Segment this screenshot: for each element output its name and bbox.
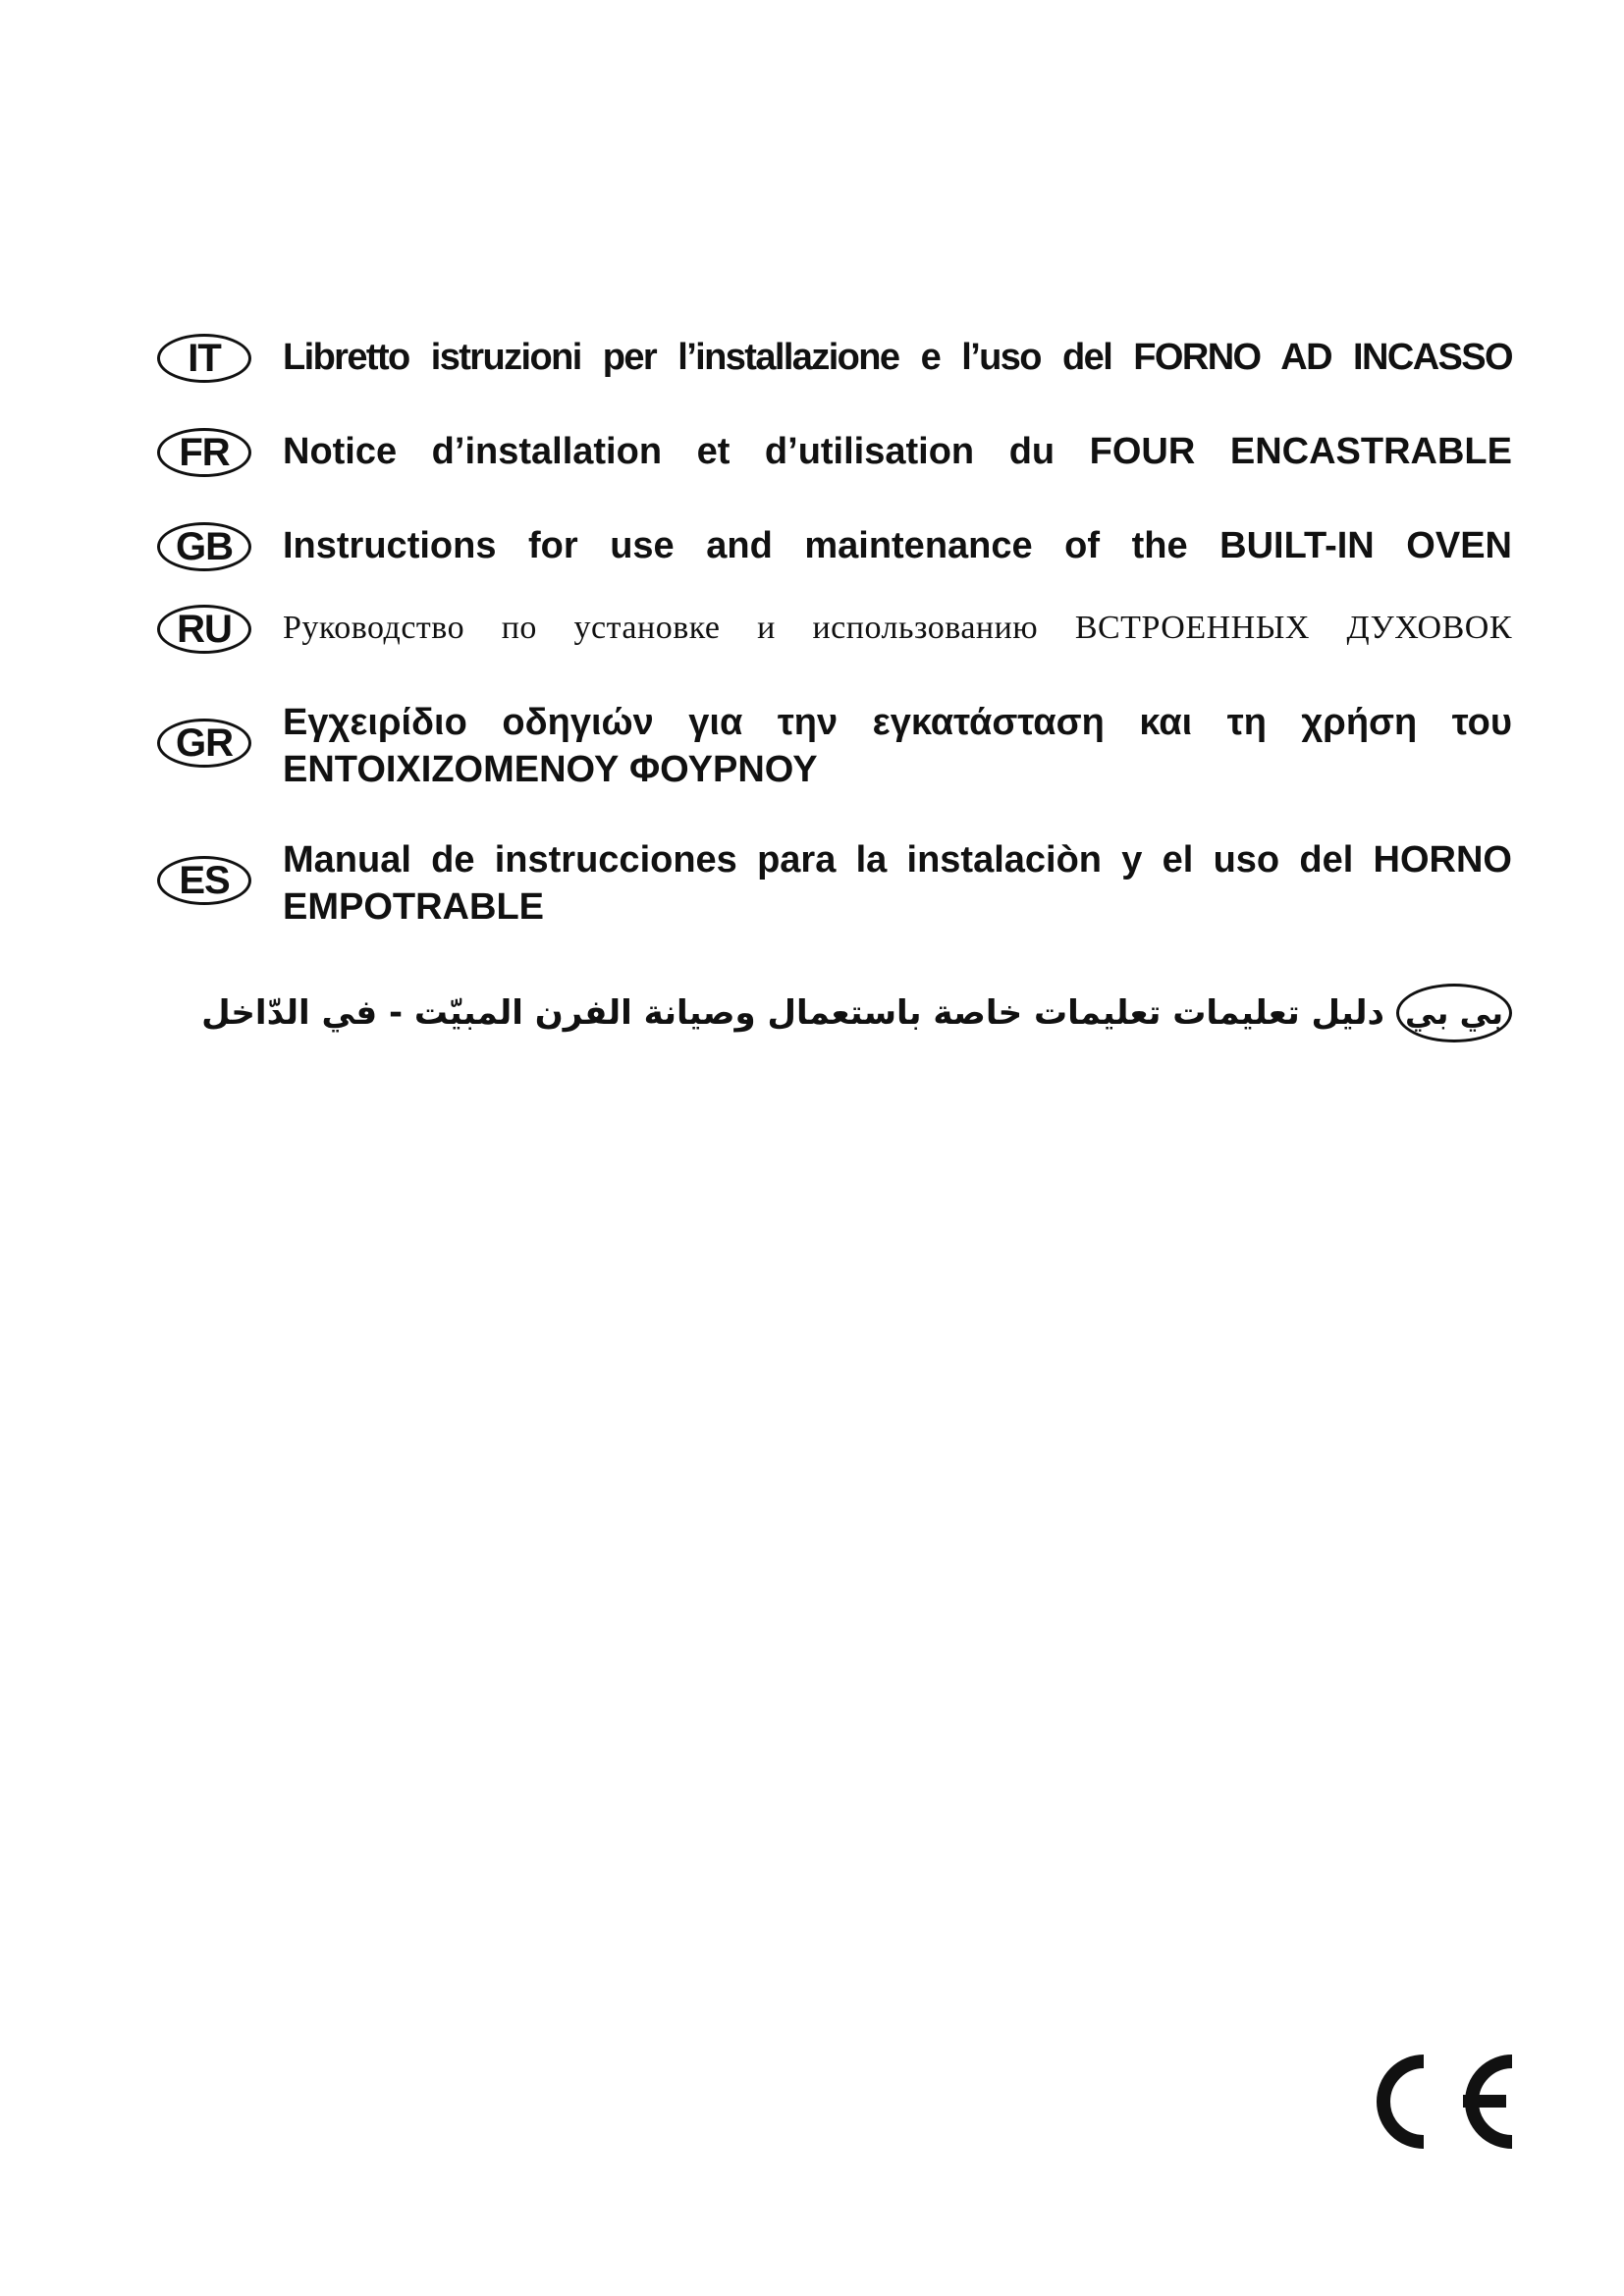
ce-mark-e-bar (1463, 2095, 1506, 2108)
language-code-badge-ru: RU (157, 605, 251, 654)
title-es-line-1: Manual de instrucciones para la instalaciòn y el uso del HORNO (283, 839, 1512, 881)
title-es (283, 836, 1512, 931)
language-code-badge-es: ES (157, 856, 251, 905)
title-ru: Руководство по установке и использованию ВСТРОЕННЫХ ДУХОВОК (283, 610, 1512, 646)
title-gr (283, 699, 1512, 793)
title-gr-line-2: ΕΝΤΟΙΧΙΖΟΜΕΝΟΥ ΦΟΥΡΝΟΥ (283, 749, 818, 790)
language-code-badge-arabic: بي بي (1396, 984, 1512, 1042)
title-arabic: دليل تعليمات تعليمات خاصة باستعمال وصيانة الفرن المبيّت - في الدّاخل (201, 993, 1384, 1033)
ce-mark-c (1383, 2061, 1424, 2142)
title-gr-line-1: Εγχειρίδιο οδηγιών για την εγκατάσταση και τη χρήση του (283, 702, 1512, 743)
ce-mark-logo (1357, 2048, 1522, 2156)
title-gb: Instructions for use and maintenance of the BUILT-IN OVEN (283, 525, 1512, 566)
language-code-badge-fr: FR (157, 428, 251, 477)
title-es-line-2: EMPOTRABLE (283, 886, 544, 928)
title-fr: Notice d’installation et d’utilisation du FOUR ENCASTRABLE (283, 431, 1512, 472)
language-code-badge-gr: GR (157, 719, 251, 768)
title-it: Libretto istruzioni per l’installazione e l’uso del FORNO AD INCASSO (283, 337, 1512, 378)
language-row-arabic (201, 982, 1512, 1044)
language-code-badge-it: IT (157, 334, 251, 383)
language-code-badge-gb: GB (157, 522, 251, 571)
